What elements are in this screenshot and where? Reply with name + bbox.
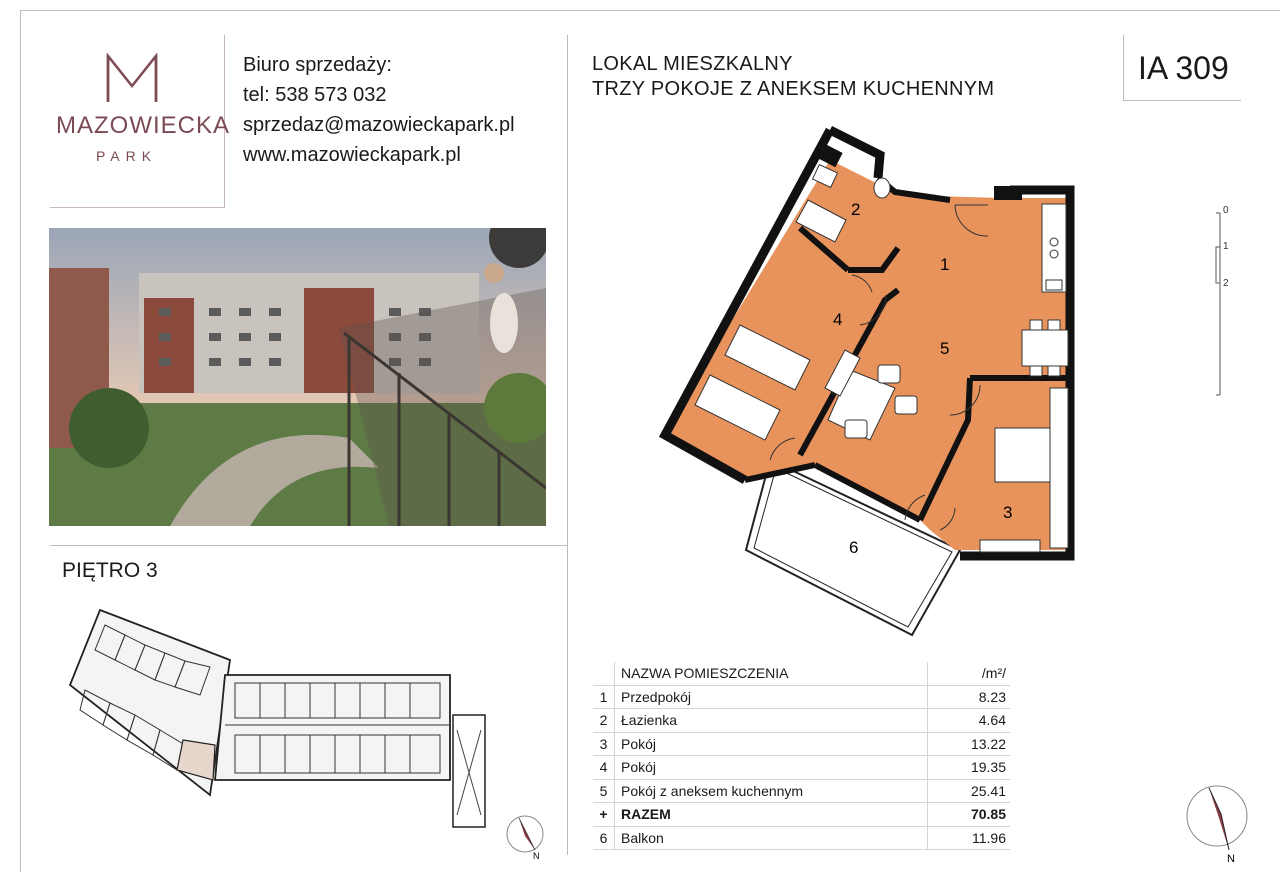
email-link[interactable]: sprzedaz@mazowieckapark.pl — [243, 114, 515, 136]
rooms-table-header — [593, 662, 1010, 685]
floor-divider — [50, 545, 567, 546]
room-label-2: 2 — [851, 200, 861, 219]
table-row: 4 Pokój 19.35 — [593, 756, 1010, 780]
room-label-5: 5 — [940, 339, 950, 358]
header-unit: /m²/ — [928, 662, 1011, 685]
compass-large-icon — [1185, 770, 1255, 866]
compass-small-icon — [505, 812, 547, 860]
header-name: NAZWA POMIESZCZENIA — [615, 662, 928, 685]
logo-m-icon — [104, 52, 160, 104]
floor-label: PIĘTRO 3 — [62, 559, 158, 582]
scale-tick-1: 1 — [1223, 241, 1229, 252]
table-row: 3 Pokój 13.22 — [593, 732, 1010, 756]
website-link[interactable]: www.mazowieckapark.pl — [243, 144, 461, 166]
floor-key-plan — [65, 605, 495, 835]
scale-bar — [1208, 205, 1248, 405]
rooms-table — [593, 662, 1010, 850]
room-label-1: 1 — [940, 255, 950, 274]
apartment-title-line2: TRZY POKOJE Z ANEKSEM KUCHENNYM — [592, 78, 995, 100]
sales-office-label: Biuro sprzedaży: — [243, 54, 392, 76]
scale-tick-2: 2 — [1223, 278, 1229, 289]
room-label-6: 6 — [849, 538, 859, 557]
table-row: 2 Łazienka 4.64 — [593, 709, 1010, 733]
brand-name: MAZOWIECKA — [56, 112, 231, 139]
table-row: 6 Balkon 11.96 — [593, 826, 1010, 850]
room-label-4: 4 — [833, 310, 843, 329]
table-row-total: + RAZEM 70.85 — [593, 803, 1010, 827]
frame-divider — [567, 35, 568, 855]
apartment-floor-plan — [650, 120, 1090, 640]
table-row: 5 Pokój z aneksem kuchennym 25.41 — [593, 779, 1010, 803]
frame-top — [20, 10, 1280, 11]
phone-text[interactable]: tel: 538 573 032 — [243, 84, 387, 106]
scale-tick-0: 0 — [1223, 205, 1229, 216]
frame-left — [20, 10, 21, 872]
brand-sub: PARK — [96, 148, 158, 164]
apartment-title-line1: LOKAL MIESZKALNY — [592, 53, 793, 75]
building-rendering-image — [49, 228, 546, 526]
table-row: 1 Przedpokój 8.23 — [593, 685, 1010, 709]
svg-text:N: N — [1227, 853, 1235, 865]
room-label-3: 3 — [1003, 503, 1013, 522]
apartment-code: IA 309 — [1138, 50, 1229, 86]
svg-text:N: N — [533, 851, 540, 860]
